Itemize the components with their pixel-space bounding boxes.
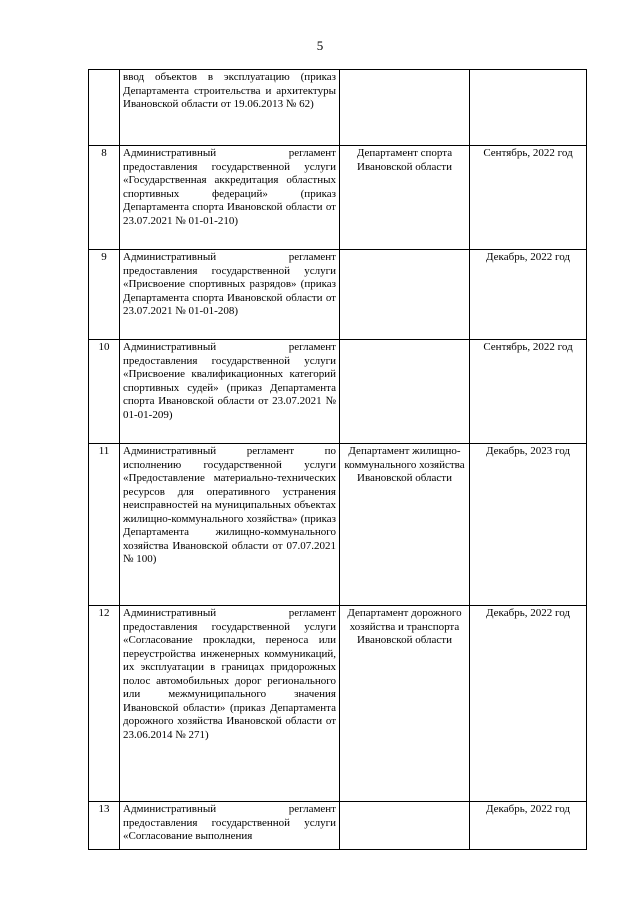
deadline-cell: Декабрь, 2022 год <box>470 250 587 340</box>
row-number-cell: 12 <box>89 606 120 802</box>
deadline-cell <box>470 70 587 146</box>
regulation-cell: Административный регламент предоставления государственной услуги «Присвоение спортивных разрядов» (приказ Департамента спорта Ивановской области от 23.07.2021 № 01-01-208) <box>120 250 340 340</box>
regulation-cell: Административный регламент предоставления государственной услуги «Государственная аккредитация областных спортивных федераций» (приказ Департамента спорта Ивановской области от 23.07.2021 № 01-01-210) <box>120 146 340 250</box>
department-cell <box>340 340 470 444</box>
table-row <box>89 606 587 802</box>
row-number-cell <box>89 70 120 146</box>
row-number-cell: 9 <box>89 250 120 340</box>
table-row <box>89 444 587 606</box>
regulation-cell: ввод объектов в эксплуатацию (приказ Департамента строительства и архитектуры Ивановской области от 19.06.2013 № 62) <box>120 70 340 146</box>
department-cell <box>340 70 470 146</box>
table-row <box>89 146 587 250</box>
deadline-cell: Декабрь, 2022 год <box>470 802 587 850</box>
deadline-cell: Декабрь, 2022 год <box>470 606 587 802</box>
row-number-cell: 8 <box>89 146 120 250</box>
deadline-cell: Декабрь, 2023 год <box>470 444 587 606</box>
department-cell: Департамент жилищно-коммунального хозяйства Ивановской области <box>340 444 470 606</box>
row-number-cell: 13 <box>89 802 120 850</box>
department-cell: Департамент спорта Ивановской области <box>340 146 470 250</box>
regulation-cell: Административный регламент предоставления государственной услуги «Согласование выполнения <box>120 802 340 850</box>
regulations-table <box>88 69 587 850</box>
row-number-cell: 10 <box>89 340 120 444</box>
deadline-cell: Сентябрь, 2022 год <box>470 146 587 250</box>
regulation-cell: Административный регламент предоставления государственной услуги «Присвоение квалификационных категорий спортивных судей» (приказ Департамента спорта Ивановской области от 23.07.2021 № 01-01-209) <box>120 340 340 444</box>
department-cell <box>340 802 470 850</box>
table-row <box>89 802 587 850</box>
department-cell <box>340 250 470 340</box>
table-row <box>89 70 587 146</box>
page-number: 5 <box>316 38 324 53</box>
regulation-cell: Административный регламент предоставления государственной услуги «Согласование прокладки, переноса или переустройства инженерных коммуникаций, их эксплуатации в границах придорожных полос автомобильных дорог регионального или межмуниципального значения Ивановской области» (приказ Департамента дорожного хозяйства Ивановской области от 23.06.2014 № 271) <box>120 606 340 802</box>
regulation-cell: Административный регламент по исполнению государственной услуги «Предоставление материально-технических ресурсов для оперативного устранения неисправностей на муниципальных объектах жилищно-коммунального хозяйства» (приказ Департамента жилищно-коммунального хозяйства Ивановской области от 07.07.2021 № 100) <box>120 444 340 606</box>
row-number-cell: 11 <box>89 444 120 606</box>
deadline-cell: Сентябрь, 2022 год <box>470 340 587 444</box>
table-row <box>89 250 587 340</box>
department-cell: Департамент дорожного хозяйства и транспорта Ивановской области <box>340 606 470 802</box>
table-row <box>89 340 587 444</box>
